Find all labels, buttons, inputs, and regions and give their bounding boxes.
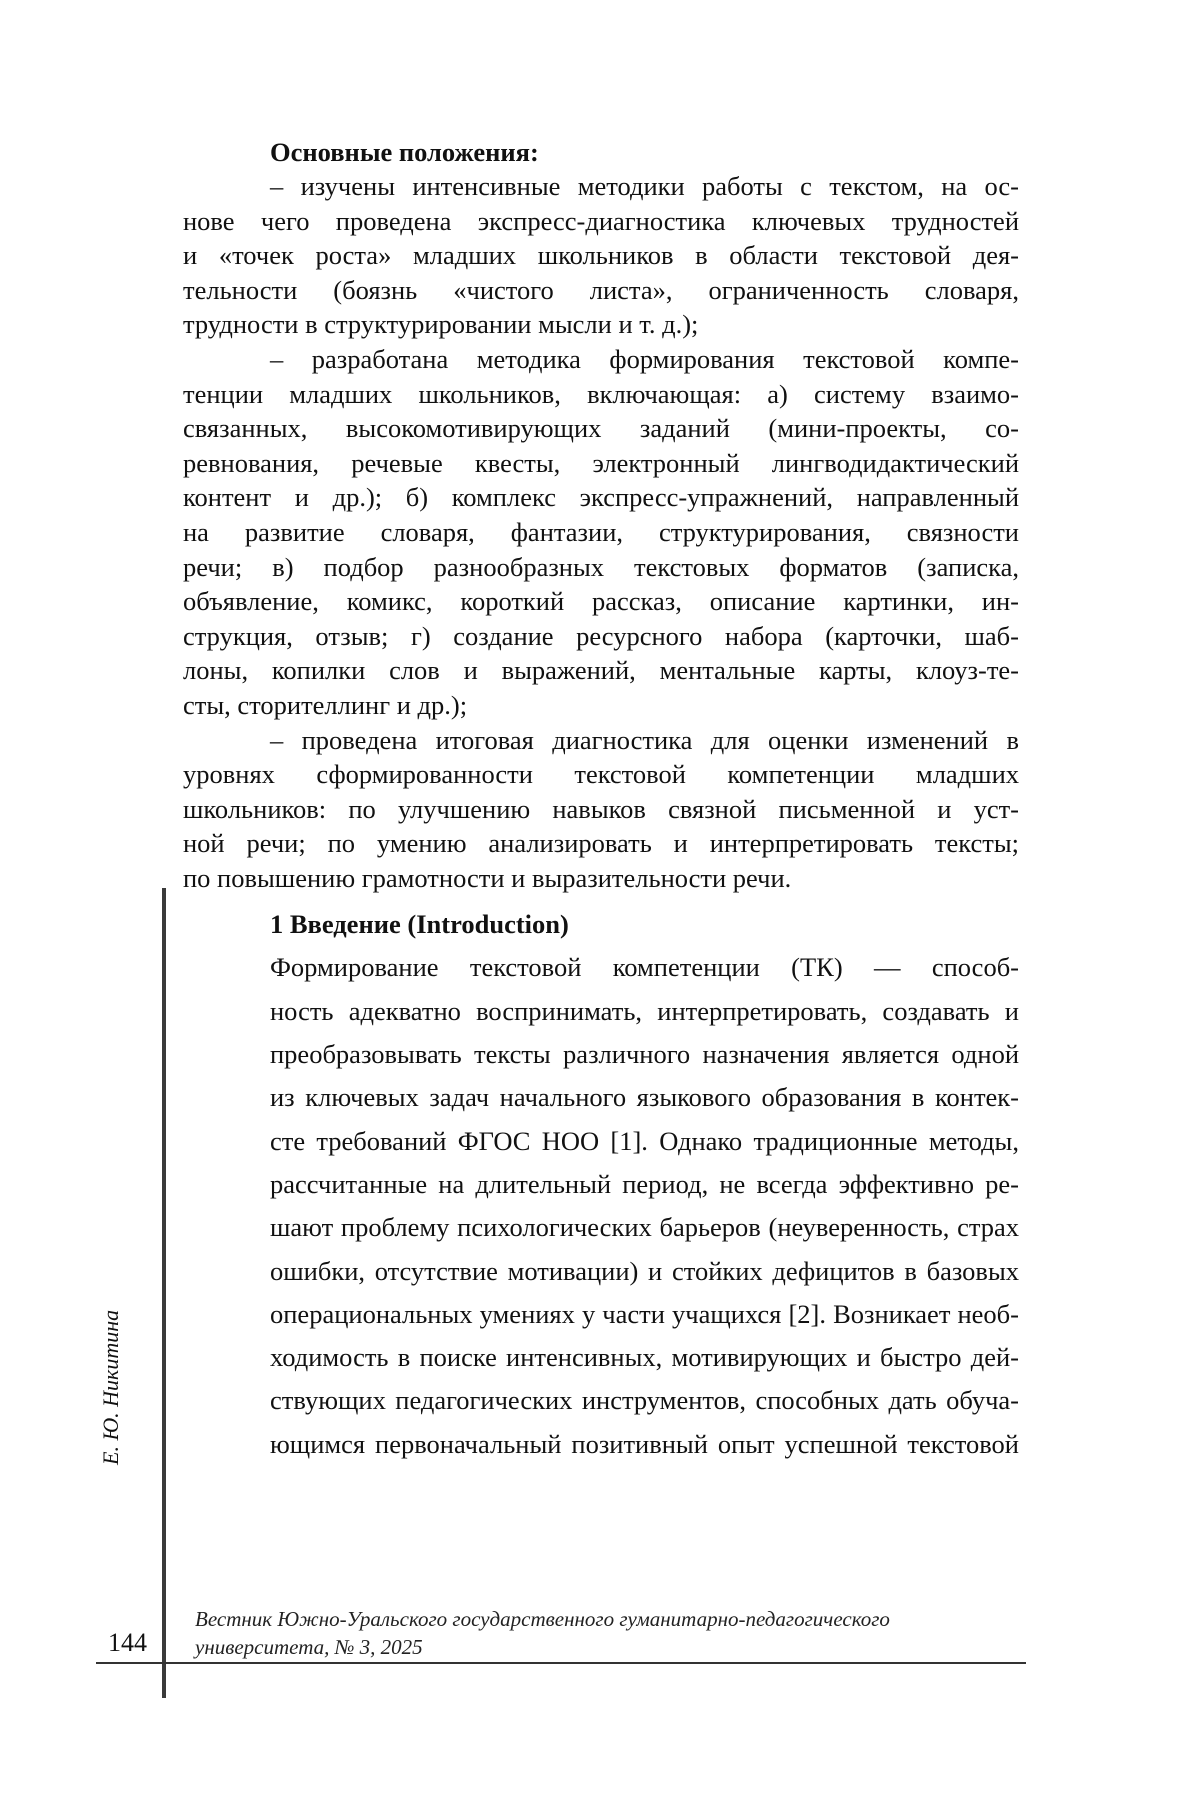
text-line: на развитие словаря, фантазии, структурирования, связности: [183, 515, 1019, 550]
running-head-author: Е. Ю. Никитина: [96, 1265, 126, 1465]
text-line: тельности (боязнь «чистого листа», ограниченность словаря,: [183, 273, 1019, 308]
text-line: по повышению грамотности и выразительности речи.: [183, 861, 1019, 896]
text-line: рассчитанные на длительный период, не всегда эффективно ре-: [183, 1163, 1019, 1206]
text-line: трудности в структурировании мысли и т. д.);: [183, 307, 1019, 342]
text-line: тенции младших школьников, включающая: а) систему взаимо-: [183, 377, 1019, 412]
journal-line-1: Вестник Южно-Уральского государственного гуманитарно-педагогического: [195, 1605, 1025, 1633]
text-line: ошибки, отсутствие мотивации) и стойких дефицитов в базовых: [183, 1250, 1019, 1293]
margin-vertical-rule: [162, 888, 166, 1698]
text-line: – проведена итоговая диагностика для оценки изменений в: [183, 723, 1019, 758]
text-line: из ключевых задач начального языкового образования в контек-: [183, 1076, 1019, 1119]
text-line: операциональных умениях у части учащихся [2]. Возникает необ-: [183, 1293, 1019, 1336]
text-line: сте требований ФГОС НОО [1]. Однако традиционные методы,: [183, 1120, 1019, 1163]
text-line: ствующих педагогических инструментов, способных дать обуча-: [183, 1379, 1019, 1422]
text-line: лоны, копилки слов и выражений, ментальные карты, клоуз-те-: [183, 653, 1019, 688]
page-number: 144: [108, 1628, 147, 1658]
text-line: школьников: по улучшению навыков связной письменной и уст-: [183, 792, 1019, 827]
text-line: – разработана методика формирования текстовой компе-: [183, 342, 1019, 377]
text-line: ходимость в поиске интенсивных, мотивирующих и быстро дей-: [183, 1336, 1019, 1379]
text-line: объявление, комикс, короткий рассказ, описание картинки, ин-: [183, 584, 1019, 619]
page: [0, 0, 1200, 1798]
summary-heading: Основные положения:: [183, 135, 1019, 169]
text-line: – изучены интенсивные методики работы с текстом, на ос-: [183, 169, 1019, 204]
text-line: Формирование текстовой компетенции (ТК) — способ-: [183, 946, 1019, 989]
summary-item-2: [183, 342, 1019, 723]
text-line: ревнования, речевые квесты, электронный лингводидактический: [183, 446, 1019, 481]
text-line: контент и др.); б) комплекс экспресс-упражнений, направленный: [183, 480, 1019, 515]
footer-journal-title: [195, 1605, 1025, 1661]
text-line: ющимся первоначальный позитивный опыт успешной текстовой: [183, 1423, 1019, 1466]
text-line: связанных, высокомотивирующих заданий (мини-проекты, со-: [183, 411, 1019, 446]
text-line: сты, сторителлинг и др.);: [183, 688, 1019, 723]
text-line: струкция, отзыв; г) создание ресурсного набора (карточки, шаб-: [183, 619, 1019, 654]
text-line: и «точек роста» младших школьников в области текстовой дея-: [183, 238, 1019, 273]
introduction-heading: 1 Введение (Introduction): [183, 907, 1019, 941]
summary-item-1: [183, 169, 1019, 342]
text-line: преобразовывать тексты различного назначения является одной: [183, 1033, 1019, 1076]
text-line: речи; в) подбор разнообразных текстовых форматов (записка,: [183, 550, 1019, 585]
summary-item-3: [183, 723, 1019, 896]
text-line: уровнях сформированности текстовой компетенции младших: [183, 757, 1019, 792]
footer-rule: [96, 1662, 1026, 1664]
text-line: нове чего проведена экспресс-диагностика ключевых трудностей: [183, 204, 1019, 239]
text-line: шают проблему психологических барьеров (неуверенность, страх: [183, 1206, 1019, 1249]
text-column: [183, 135, 1019, 1466]
text-line: ной речи; по умению анализировать и интерпретировать тексты;: [183, 826, 1019, 861]
journal-line-2: университета, № 3, 2025: [195, 1633, 1025, 1661]
introduction-paragraph: [183, 946, 1019, 1466]
text-line: ность адекватно воспринимать, интерпретировать, создавать и: [183, 990, 1019, 1033]
